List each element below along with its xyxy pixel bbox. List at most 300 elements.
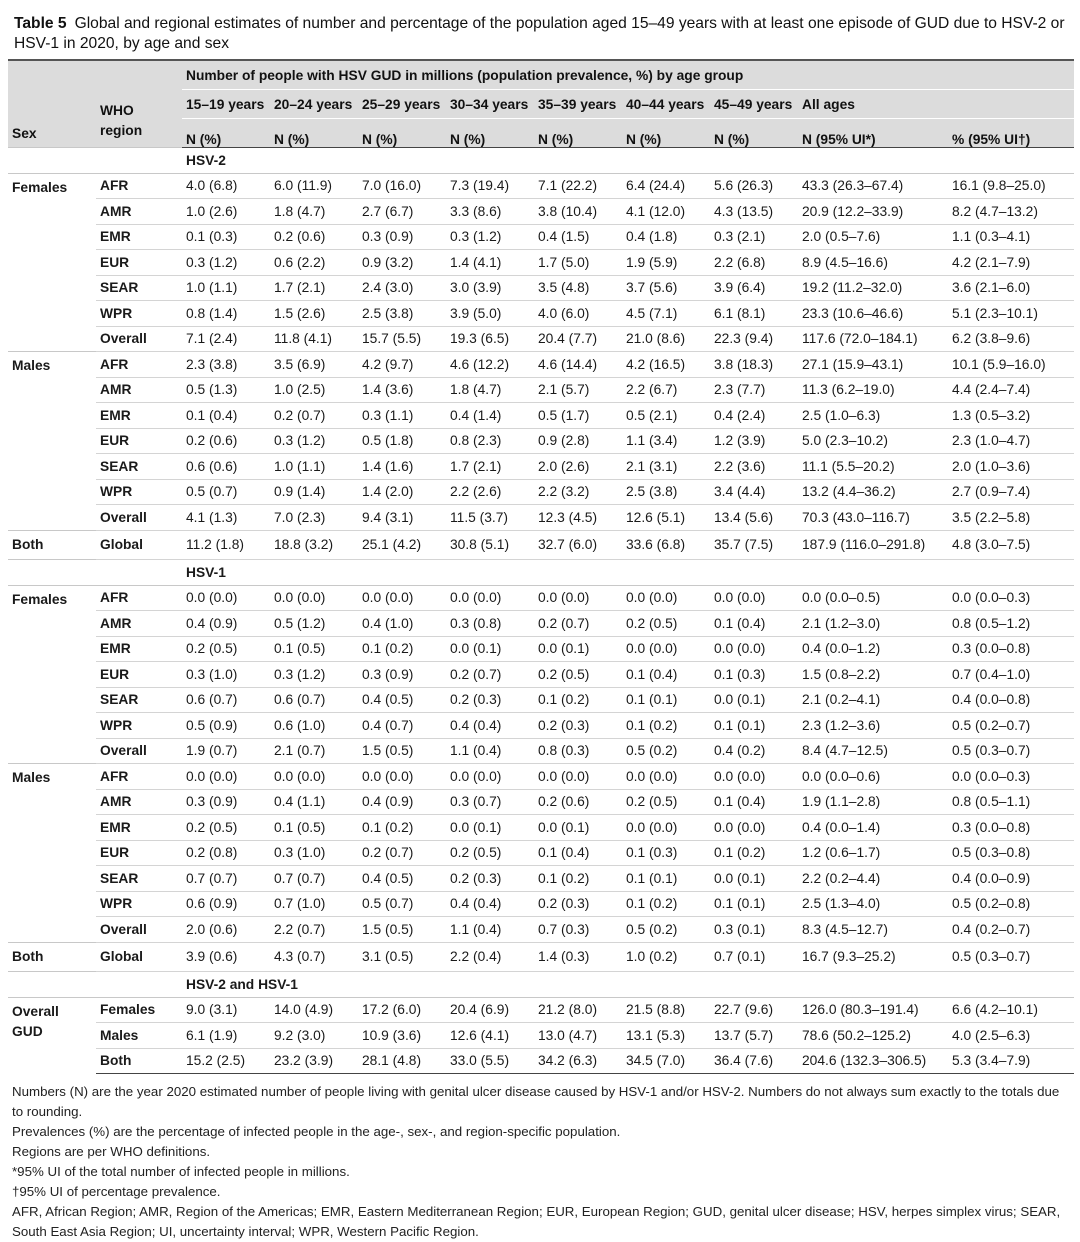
value-cell: 0.3 (0.9) bbox=[182, 789, 270, 815]
value-cell: 0.3 (1.2) bbox=[446, 224, 534, 250]
value-cell: 0.8 (0.5–1.2) bbox=[948, 611, 1074, 637]
value-cell: 0.0 (0.0) bbox=[534, 764, 622, 790]
value-cell: 2.3 (3.8) bbox=[182, 352, 270, 378]
header-age-group: All ages bbox=[798, 90, 1074, 119]
value-cell: 0.1 (0.4) bbox=[182, 403, 270, 429]
value-cell: 2.5 (3.8) bbox=[358, 301, 446, 327]
value-cell: 21.2 (8.0) bbox=[534, 997, 622, 1023]
value-cell: 0.2 (0.7) bbox=[446, 662, 534, 688]
value-cell: 1.0 (2.5) bbox=[270, 377, 358, 403]
value-cell: 0.5 (1.7) bbox=[534, 403, 622, 429]
value-cell: 3.1 (0.5) bbox=[358, 942, 446, 972]
data-table bbox=[8, 59, 1074, 1074]
value-cell: 204.6 (132.3–306.5) bbox=[798, 1048, 948, 1074]
value-cell: 2.0 (1.0–3.6) bbox=[948, 454, 1074, 480]
value-cell: 1.4 (4.1) bbox=[446, 250, 534, 276]
value-cell: 3.9 (6.4) bbox=[710, 275, 798, 301]
table-row bbox=[8, 428, 1074, 454]
value-cell: 0.6 (0.7) bbox=[270, 687, 358, 713]
value-cell: 0.4 (0.4) bbox=[446, 713, 534, 739]
value-cell: 0.1 (0.2) bbox=[358, 636, 446, 662]
value-cell: 0.1 (0.3) bbox=[182, 224, 270, 250]
footnote: *95% UI of the total number of infected people in millions. bbox=[12, 1164, 350, 1179]
value-cell: 0.0 (0.0–0.5) bbox=[798, 585, 948, 611]
value-cell: 0.2 (0.5) bbox=[446, 840, 534, 866]
value-cell: 1.4 (0.3) bbox=[534, 942, 622, 972]
value-cell: 0.5 (0.2–0.8) bbox=[948, 891, 1074, 917]
region-cell: AFR bbox=[96, 173, 182, 199]
value-cell: 11.8 (4.1) bbox=[270, 326, 358, 352]
value-cell: 2.2 (3.6) bbox=[710, 454, 798, 480]
value-cell: 0.0 (0.0–0.3) bbox=[948, 585, 1074, 611]
value-cell: 0.4 (0.0–0.8) bbox=[948, 687, 1074, 713]
value-cell: 36.4 (7.6) bbox=[710, 1048, 798, 1074]
value-cell: 0.3 (1.0) bbox=[270, 840, 358, 866]
value-cell: 9.2 (3.0) bbox=[270, 1023, 358, 1049]
value-cell: 0.7 (0.4–1.0) bbox=[948, 662, 1074, 688]
value-cell: 13.0 (4.7) bbox=[534, 1023, 622, 1049]
value-cell: 3.5 (4.8) bbox=[534, 275, 622, 301]
value-cell: 2.2 (6.8) bbox=[710, 250, 798, 276]
value-cell: 0.4 (0.0–1.2) bbox=[798, 636, 948, 662]
value-cell: 0.4 (1.4) bbox=[446, 403, 534, 429]
value-cell: 1.8 (4.7) bbox=[446, 377, 534, 403]
value-cell: 4.6 (12.2) bbox=[446, 352, 534, 378]
value-cell: 0.5 (0.7) bbox=[358, 891, 446, 917]
region-cell: AFR bbox=[96, 585, 182, 611]
header-group-title: Number of people with HSV GUD in millions (population prevalence, %) by age group bbox=[182, 60, 1074, 90]
value-cell: 4.8 (3.0–7.5) bbox=[948, 530, 1074, 560]
value-cell: 0.2 (0.3) bbox=[534, 713, 622, 739]
value-cell: 0.2 (0.6) bbox=[534, 789, 622, 815]
value-cell: 2.2 (0.2–4.4) bbox=[798, 866, 948, 892]
value-cell: 0.0 (0.0) bbox=[182, 585, 270, 611]
value-cell: 2.0 (2.6) bbox=[534, 454, 622, 480]
value-cell: 2.3 (7.7) bbox=[710, 377, 798, 403]
value-cell: 1.4 (1.6) bbox=[358, 454, 446, 480]
value-cell: 0.6 (1.0) bbox=[270, 713, 358, 739]
value-cell: 0.0 (0.0) bbox=[622, 815, 710, 841]
value-cell: 3.3 (8.6) bbox=[446, 199, 534, 225]
table-footnotes bbox=[12, 1082, 1074, 1242]
value-cell: 0.5 (0.3–0.8) bbox=[948, 840, 1074, 866]
value-cell: 0.0 (0.1) bbox=[710, 866, 798, 892]
value-cell: 0.5 (0.2) bbox=[622, 917, 710, 943]
region-cell: Global bbox=[96, 942, 182, 972]
value-cell: 0.5 (0.9) bbox=[182, 713, 270, 739]
value-cell: 8.9 (4.5–16.6) bbox=[798, 250, 948, 276]
table-row bbox=[8, 891, 1074, 917]
region-cell: Males bbox=[96, 1023, 182, 1049]
value-cell: 23.2 (3.9) bbox=[270, 1048, 358, 1074]
value-cell: 0.1 (0.3) bbox=[622, 840, 710, 866]
region-cell: AFR bbox=[96, 352, 182, 378]
value-cell: 5.0 (2.3–10.2) bbox=[798, 428, 948, 454]
value-cell: 30.8 (5.1) bbox=[446, 530, 534, 560]
value-cell: 2.0 (0.6) bbox=[182, 917, 270, 943]
value-cell: 0.5 (0.7) bbox=[182, 479, 270, 505]
region-cell: EUR bbox=[96, 250, 182, 276]
value-cell: 0.3 (2.1) bbox=[710, 224, 798, 250]
value-cell: 0.4 (0.0–1.4) bbox=[798, 815, 948, 841]
value-cell: 4.0 (2.5–6.3) bbox=[948, 1023, 1074, 1049]
value-cell: 0.6 (2.2) bbox=[270, 250, 358, 276]
region-cell: WPR bbox=[96, 713, 182, 739]
value-cell: 2.2 (6.7) bbox=[622, 377, 710, 403]
region-cell: AMR bbox=[96, 199, 182, 225]
region-cell: EUR bbox=[96, 662, 182, 688]
value-cell: 3.5 (2.2–5.8) bbox=[948, 505, 1074, 531]
region-cell: AFR bbox=[96, 764, 182, 790]
value-cell: 0.2 (0.5) bbox=[622, 789, 710, 815]
value-cell: 0.3 (0.8) bbox=[446, 611, 534, 637]
value-cell: 0.0 (0.0) bbox=[270, 585, 358, 611]
region-cell: SEAR bbox=[96, 275, 182, 301]
table-row bbox=[8, 942, 1074, 972]
header-subheader: % (95% UI†) bbox=[948, 119, 1074, 148]
value-cell: 0.2 (0.3) bbox=[534, 891, 622, 917]
value-cell: 2.7 (0.9–7.4) bbox=[948, 479, 1074, 505]
value-cell: 21.5 (8.8) bbox=[622, 997, 710, 1023]
value-cell: 5.6 (26.3) bbox=[710, 173, 798, 199]
table-row bbox=[8, 585, 1074, 611]
table-row bbox=[8, 764, 1074, 790]
value-cell: 0.0 (0.0) bbox=[270, 764, 358, 790]
value-cell: 0.4 (0.5) bbox=[358, 687, 446, 713]
value-cell: 2.2 (3.2) bbox=[534, 479, 622, 505]
section-title: HSV-2 and HSV-1 bbox=[182, 972, 1074, 998]
value-cell: 3.9 (5.0) bbox=[446, 301, 534, 327]
value-cell: 1.5 (0.5) bbox=[358, 917, 446, 943]
value-cell: 0.2 (0.5) bbox=[534, 662, 622, 688]
table-row bbox=[8, 917, 1074, 943]
header-subheader: N (%) bbox=[534, 119, 622, 148]
value-cell: 0.5 (1.3) bbox=[182, 377, 270, 403]
value-cell: 0.0 (0.0) bbox=[358, 764, 446, 790]
sex-cell: Overall GUD bbox=[8, 997, 96, 1074]
table-row bbox=[8, 275, 1074, 301]
value-cell: 17.2 (6.0) bbox=[358, 997, 446, 1023]
table-row bbox=[8, 326, 1074, 352]
value-cell: 0.1 (0.1) bbox=[710, 891, 798, 917]
value-cell: 0.7 (1.0) bbox=[270, 891, 358, 917]
footnote: †95% UI of percentage prevalence. bbox=[12, 1184, 221, 1199]
value-cell: 2.2 (0.4) bbox=[446, 942, 534, 972]
value-cell: 2.3 (1.2–3.6) bbox=[798, 713, 948, 739]
value-cell: 0.6 (0.9) bbox=[182, 891, 270, 917]
value-cell: 7.3 (19.4) bbox=[446, 173, 534, 199]
value-cell: 13.4 (5.6) bbox=[710, 505, 798, 531]
value-cell: 1.1 (3.4) bbox=[622, 428, 710, 454]
region-cell: WPR bbox=[96, 479, 182, 505]
value-cell: 78.6 (50.2–125.2) bbox=[798, 1023, 948, 1049]
value-cell: 1.8 (4.7) bbox=[270, 199, 358, 225]
header-age-group: 30–34 years bbox=[446, 90, 534, 119]
value-cell: 12.6 (5.1) bbox=[622, 505, 710, 531]
sex-cell: Females bbox=[8, 173, 96, 352]
value-cell: 1.5 (0.8–2.2) bbox=[798, 662, 948, 688]
value-cell: 0.3 (0.1) bbox=[710, 917, 798, 943]
value-cell: 7.1 (2.4) bbox=[182, 326, 270, 352]
value-cell: 1.1 (0.4) bbox=[446, 917, 534, 943]
table-row bbox=[8, 997, 1074, 1023]
value-cell: 4.6 (14.4) bbox=[534, 352, 622, 378]
value-cell: 4.1 (1.3) bbox=[182, 505, 270, 531]
table-row bbox=[8, 1023, 1074, 1049]
table-title: Global and regional estimates of number and percentage of the population aged 15–49 years with at least one episode of GUD due to HSV-2 or HSV-1 in 2020, by age and sex bbox=[14, 15, 1065, 52]
region-cell: WPR bbox=[96, 301, 182, 327]
region-cell: AMR bbox=[96, 377, 182, 403]
value-cell: 1.0 (1.1) bbox=[270, 454, 358, 480]
region-cell: Both bbox=[96, 1048, 182, 1074]
value-cell: 15.7 (5.5) bbox=[358, 326, 446, 352]
value-cell: 0.0 (0.1) bbox=[534, 636, 622, 662]
value-cell: 0.1 (0.2) bbox=[534, 687, 622, 713]
value-cell: 1.5 (2.6) bbox=[270, 301, 358, 327]
value-cell: 0.0 (0.0) bbox=[710, 636, 798, 662]
value-cell: 0.5 (0.3–0.7) bbox=[948, 942, 1074, 972]
value-cell: 4.2 (2.1–7.9) bbox=[948, 250, 1074, 276]
region-cell: EMR bbox=[96, 224, 182, 250]
region-cell: EMR bbox=[96, 403, 182, 429]
value-cell: 2.1 (3.1) bbox=[622, 454, 710, 480]
value-cell: 0.1 (0.5) bbox=[270, 815, 358, 841]
value-cell: 4.0 (6.0) bbox=[534, 301, 622, 327]
value-cell: 1.1 (0.4) bbox=[446, 738, 534, 764]
value-cell: 11.1 (5.5–20.2) bbox=[798, 454, 948, 480]
value-cell: 0.4 (0.7) bbox=[358, 713, 446, 739]
header-subheader: N (%) bbox=[270, 119, 358, 148]
value-cell: 0.2 (0.5) bbox=[622, 611, 710, 637]
region-cell: SEAR bbox=[96, 454, 182, 480]
value-cell: 6.1 (8.1) bbox=[710, 301, 798, 327]
value-cell: 0.5 (0.2) bbox=[622, 738, 710, 764]
value-cell: 1.0 (1.1) bbox=[182, 275, 270, 301]
value-cell: 0.8 (1.4) bbox=[182, 301, 270, 327]
value-cell: 0.6 (0.6) bbox=[182, 454, 270, 480]
value-cell: 0.2 (0.7) bbox=[534, 611, 622, 637]
value-cell: 13.2 (4.4–36.2) bbox=[798, 479, 948, 505]
value-cell: 0.0 (0.0) bbox=[622, 764, 710, 790]
value-cell: 20.9 (12.2–33.9) bbox=[798, 199, 948, 225]
value-cell: 2.1 (5.7) bbox=[534, 377, 622, 403]
value-cell: 10.9 (3.6) bbox=[358, 1023, 446, 1049]
header-age-group: 15–19 years bbox=[182, 90, 270, 119]
value-cell: 32.7 (6.0) bbox=[534, 530, 622, 560]
value-cell: 1.9 (5.9) bbox=[622, 250, 710, 276]
header-who-region: WHO region bbox=[96, 60, 182, 148]
value-cell: 0.4 (1.5) bbox=[534, 224, 622, 250]
value-cell: 27.1 (15.9–43.1) bbox=[798, 352, 948, 378]
table-row bbox=[8, 224, 1074, 250]
value-cell: 1.0 (0.2) bbox=[622, 942, 710, 972]
value-cell: 0.1 (0.5) bbox=[270, 636, 358, 662]
region-cell: SEAR bbox=[96, 866, 182, 892]
table-figure bbox=[8, 14, 1074, 1242]
value-cell: 0.4 (1.0) bbox=[358, 611, 446, 637]
table-row bbox=[8, 713, 1074, 739]
value-cell: 0.0 (0.1) bbox=[446, 636, 534, 662]
value-cell: 0.0 (0.0) bbox=[358, 585, 446, 611]
value-cell: 0.2 (0.7) bbox=[270, 403, 358, 429]
value-cell: 3.7 (5.6) bbox=[622, 275, 710, 301]
value-cell: 1.2 (0.6–1.7) bbox=[798, 840, 948, 866]
region-cell: Overall bbox=[96, 326, 182, 352]
region-cell: EUR bbox=[96, 428, 182, 454]
value-cell: 28.1 (4.8) bbox=[358, 1048, 446, 1074]
region-cell: Overall bbox=[96, 917, 182, 943]
value-cell: 22.3 (9.4) bbox=[710, 326, 798, 352]
value-cell: 0.0 (0.0–0.3) bbox=[948, 764, 1074, 790]
value-cell: 12.6 (4.1) bbox=[446, 1023, 534, 1049]
value-cell: 0.4 (0.4) bbox=[446, 891, 534, 917]
table-row bbox=[8, 454, 1074, 480]
region-cell: Females bbox=[96, 997, 182, 1023]
value-cell: 7.0 (16.0) bbox=[358, 173, 446, 199]
footnote: Regions are per WHO definitions. bbox=[12, 1144, 211, 1159]
value-cell: 0.0 (0.0) bbox=[622, 636, 710, 662]
value-cell: 0.9 (2.8) bbox=[534, 428, 622, 454]
value-cell: 0.1 (0.2) bbox=[622, 713, 710, 739]
value-cell: 0.9 (1.4) bbox=[270, 479, 358, 505]
value-cell: 0.1 (0.4) bbox=[710, 789, 798, 815]
region-cell: Overall bbox=[96, 738, 182, 764]
value-cell: 22.7 (9.6) bbox=[710, 997, 798, 1023]
value-cell: 0.2 (0.3) bbox=[446, 866, 534, 892]
header-age-group: 25–29 years bbox=[358, 90, 446, 119]
value-cell: 0.2 (0.3) bbox=[446, 687, 534, 713]
header-subheader: N (%) bbox=[446, 119, 534, 148]
value-cell: 0.3 (0.0–0.8) bbox=[948, 636, 1074, 662]
value-cell: 4.3 (0.7) bbox=[270, 942, 358, 972]
table-row bbox=[8, 301, 1074, 327]
value-cell: 6.0 (11.9) bbox=[270, 173, 358, 199]
table-row bbox=[8, 403, 1074, 429]
value-cell: 0.4 (0.9) bbox=[358, 789, 446, 815]
value-cell: 3.6 (2.1–6.0) bbox=[948, 275, 1074, 301]
value-cell: 20.4 (7.7) bbox=[534, 326, 622, 352]
value-cell: 33.0 (5.5) bbox=[446, 1048, 534, 1074]
value-cell: 3.5 (6.9) bbox=[270, 352, 358, 378]
value-cell: 0.1 (0.2) bbox=[358, 815, 446, 841]
table-row bbox=[8, 199, 1074, 225]
value-cell: 2.5 (3.8) bbox=[622, 479, 710, 505]
value-cell: 20.4 (6.9) bbox=[446, 997, 534, 1023]
header-subheader: N (%) bbox=[622, 119, 710, 148]
value-cell: 0.5 (0.2–0.7) bbox=[948, 713, 1074, 739]
header-age-group: 20–24 years bbox=[270, 90, 358, 119]
value-cell: 0.3 (1.2) bbox=[270, 428, 358, 454]
table-row bbox=[8, 1048, 1074, 1074]
value-cell: 19.2 (11.2–32.0) bbox=[798, 275, 948, 301]
table-row bbox=[8, 377, 1074, 403]
value-cell: 0.1 (0.4) bbox=[710, 611, 798, 637]
table-label: Table 5 bbox=[14, 15, 67, 32]
value-cell: 0.8 (0.5–1.1) bbox=[948, 789, 1074, 815]
value-cell: 187.9 (116.0–291.8) bbox=[798, 530, 948, 560]
footnote: Numbers (N) are the year 2020 estimated number of people living with genital ulcer disease caused by HSV-1 and/or HSV-2. Numbers do not always sum exactly to the totals due to rounding. bbox=[12, 1084, 1060, 1119]
value-cell: 23.3 (10.6–46.6) bbox=[798, 301, 948, 327]
value-cell: 0.7 (0.1) bbox=[710, 942, 798, 972]
region-cell: Overall bbox=[96, 505, 182, 531]
value-cell: 0.0 (0.1) bbox=[446, 815, 534, 841]
value-cell: 0.3 (1.2) bbox=[270, 662, 358, 688]
table-row bbox=[8, 687, 1074, 713]
value-cell: 0.0 (0.0–0.6) bbox=[798, 764, 948, 790]
value-cell: 6.2 (3.8–9.6) bbox=[948, 326, 1074, 352]
region-cell: EUR bbox=[96, 840, 182, 866]
value-cell: 1.4 (2.0) bbox=[358, 479, 446, 505]
value-cell: 43.3 (26.3–67.4) bbox=[798, 173, 948, 199]
header-subheader: N (%) bbox=[358, 119, 446, 148]
header-age-group: 35–39 years bbox=[534, 90, 622, 119]
value-cell: 0.0 (0.0) bbox=[710, 815, 798, 841]
value-cell: 0.2 (0.6) bbox=[182, 428, 270, 454]
value-cell: 1.7 (2.1) bbox=[446, 454, 534, 480]
table-row bbox=[8, 636, 1074, 662]
value-cell: 19.3 (6.5) bbox=[446, 326, 534, 352]
value-cell: 0.5 (1.8) bbox=[358, 428, 446, 454]
table-row bbox=[8, 250, 1074, 276]
value-cell: 0.0 (0.1) bbox=[710, 687, 798, 713]
value-cell: 6.6 (4.2–10.1) bbox=[948, 997, 1074, 1023]
value-cell: 13.1 (5.3) bbox=[622, 1023, 710, 1049]
value-cell: 0.2 (0.6) bbox=[270, 224, 358, 250]
value-cell: 1.3 (0.5–3.2) bbox=[948, 403, 1074, 429]
region-cell: SEAR bbox=[96, 687, 182, 713]
value-cell: 14.0 (4.9) bbox=[270, 997, 358, 1023]
table-row bbox=[8, 815, 1074, 841]
value-cell: 35.7 (7.5) bbox=[710, 530, 798, 560]
value-cell: 0.1 (0.4) bbox=[622, 662, 710, 688]
value-cell: 1.7 (2.1) bbox=[270, 275, 358, 301]
value-cell: 34.5 (7.0) bbox=[622, 1048, 710, 1074]
table-caption bbox=[14, 14, 1074, 54]
value-cell: 1.9 (1.1–2.8) bbox=[798, 789, 948, 815]
value-cell: 15.2 (2.5) bbox=[182, 1048, 270, 1074]
header-sex: Sex bbox=[8, 60, 96, 148]
value-cell: 18.8 (3.2) bbox=[270, 530, 358, 560]
value-cell: 0.5 (0.3–0.7) bbox=[948, 738, 1074, 764]
value-cell: 4.2 (16.5) bbox=[622, 352, 710, 378]
value-cell: 0.3 (1.0) bbox=[182, 662, 270, 688]
value-cell: 0.4 (0.9) bbox=[182, 611, 270, 637]
value-cell: 7.1 (22.2) bbox=[534, 173, 622, 199]
value-cell: 0.1 (0.1) bbox=[710, 713, 798, 739]
header-subheader: N (%) bbox=[182, 119, 270, 148]
value-cell: 2.1 (1.2–3.0) bbox=[798, 611, 948, 637]
value-cell: 0.0 (0.0) bbox=[534, 585, 622, 611]
value-cell: 0.1 (0.2) bbox=[710, 840, 798, 866]
value-cell: 0.7 (0.7) bbox=[270, 866, 358, 892]
value-cell: 0.3 (0.7) bbox=[446, 789, 534, 815]
value-cell: 0.1 (0.1) bbox=[622, 866, 710, 892]
header-age-group: 45–49 years bbox=[710, 90, 798, 119]
value-cell: 0.0 (0.0) bbox=[446, 764, 534, 790]
table-body bbox=[8, 148, 1074, 1074]
value-cell: 21.0 (8.6) bbox=[622, 326, 710, 352]
sex-cell: Males bbox=[8, 764, 96, 943]
value-cell: 0.5 (2.1) bbox=[622, 403, 710, 429]
value-cell: 0.0 (0.0) bbox=[446, 585, 534, 611]
section-row bbox=[8, 972, 1074, 998]
value-cell: 0.7 (0.3) bbox=[534, 917, 622, 943]
value-cell: 0.4 (0.5) bbox=[358, 866, 446, 892]
value-cell: 0.2 (0.8) bbox=[182, 840, 270, 866]
value-cell: 9.0 (3.1) bbox=[182, 997, 270, 1023]
value-cell: 2.5 (1.3–4.0) bbox=[798, 891, 948, 917]
region-cell: AMR bbox=[96, 789, 182, 815]
